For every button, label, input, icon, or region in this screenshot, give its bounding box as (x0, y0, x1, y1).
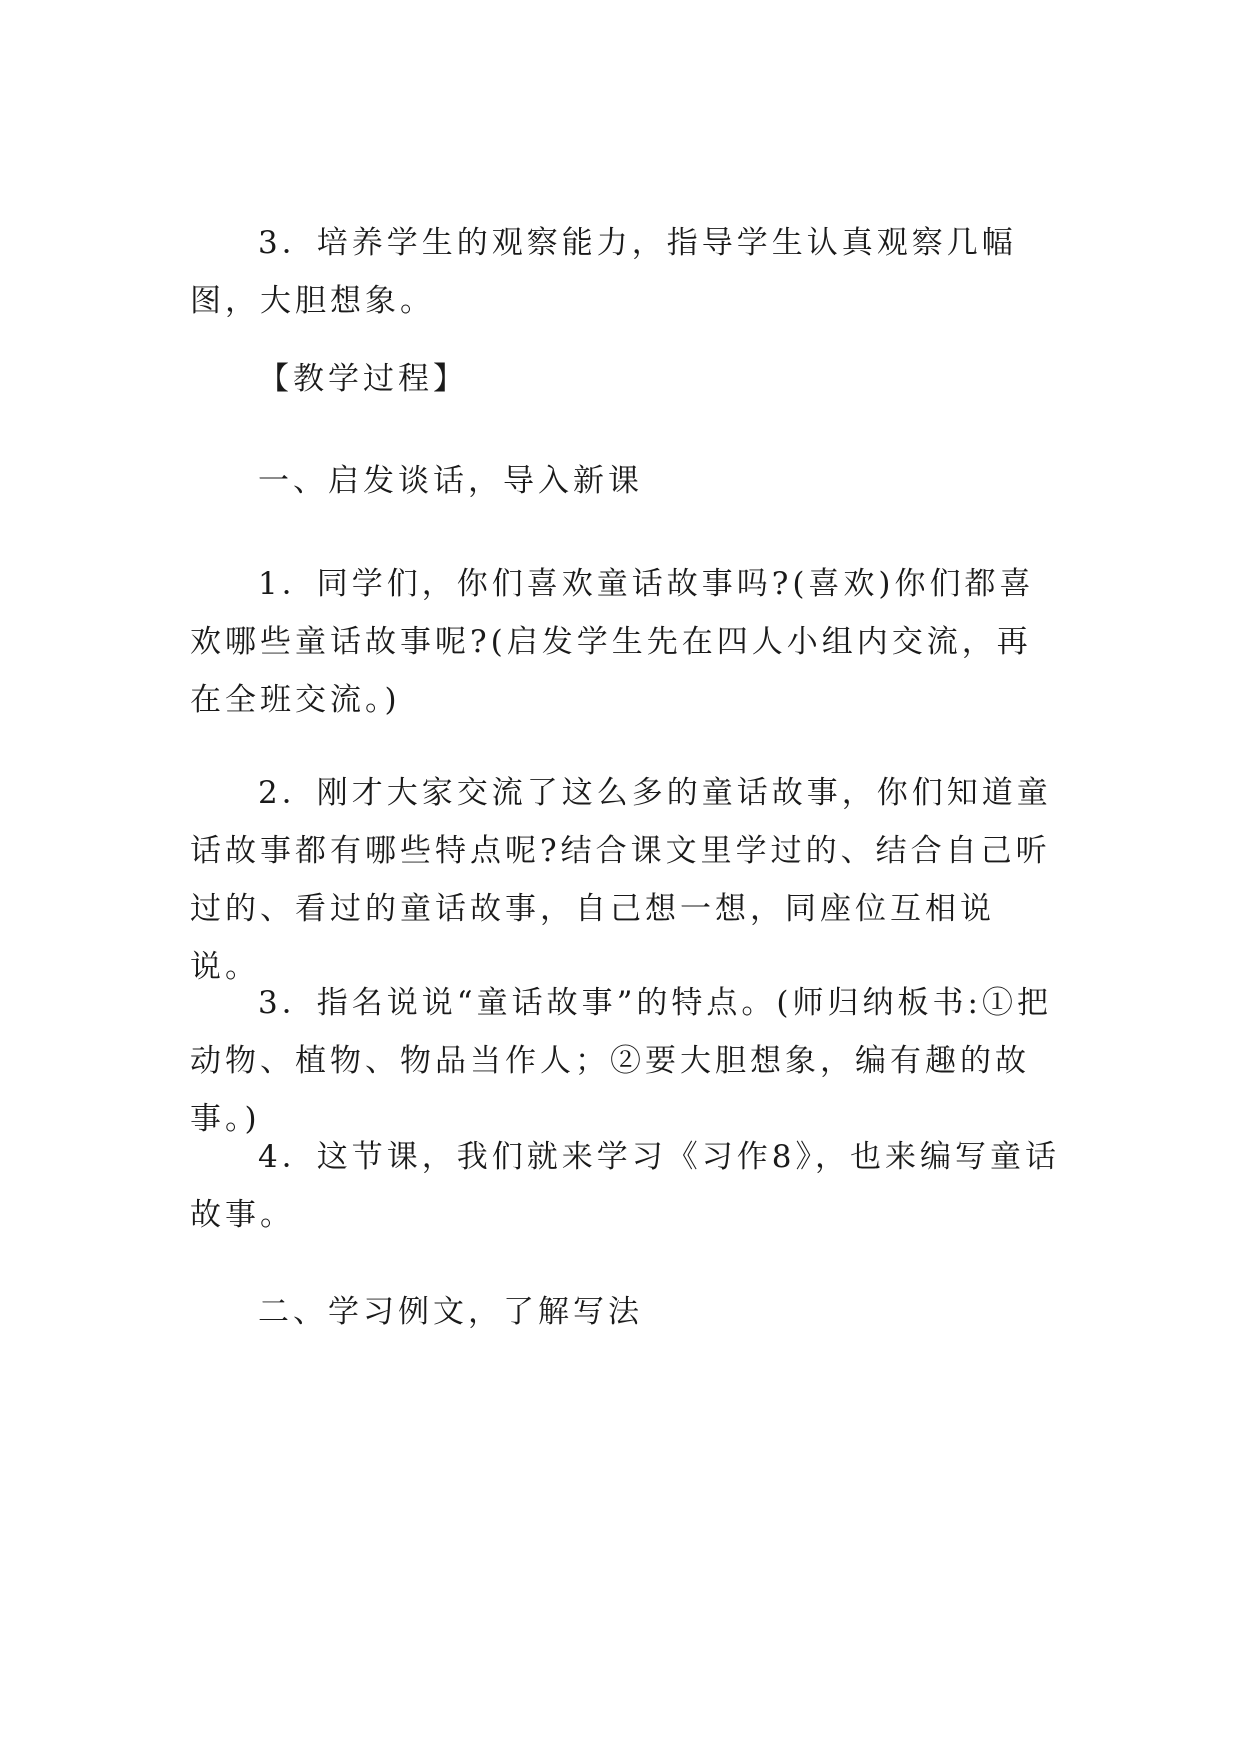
paragraph-step-2: 2．刚才大家交流了这么多的童话故事，你们知道童话故事都有哪些特点呢?结合课文里学过的、结合自己听过的、看过的童话故事，自己想一想，同座位互相说说。 (190, 775, 1052, 985)
section-heading-part-2: 二、学习例文，了解写法 (258, 1294, 643, 1330)
section-heading-teaching-process: 【教学过程】 (258, 361, 468, 397)
paragraph-step-1: 1．同学们，你们喜欢童话故事吗?(喜欢)你们都喜欢哪些童话故事呢?(启发学生先在四人小组内交流，再在全班交流。) (190, 566, 1035, 718)
paragraph-step-3: 3．指名说说“童话故事”的特点。(师归纳板书:①把动物、植物、物品当作人；②要大胆想象，编有趣的故事。) (190, 985, 1052, 1137)
paragraph-step-4: 4．这节课，我们就来学习《习作8》，也来编写童话故事。 (190, 1139, 1060, 1233)
paragraph-objective-3: 3．培养学生的观察能力，指导学生认真观察几幅图，大胆想象。 (190, 225, 1017, 319)
section-heading-part-1: 一、启发谈话，导入新课 (258, 463, 643, 499)
